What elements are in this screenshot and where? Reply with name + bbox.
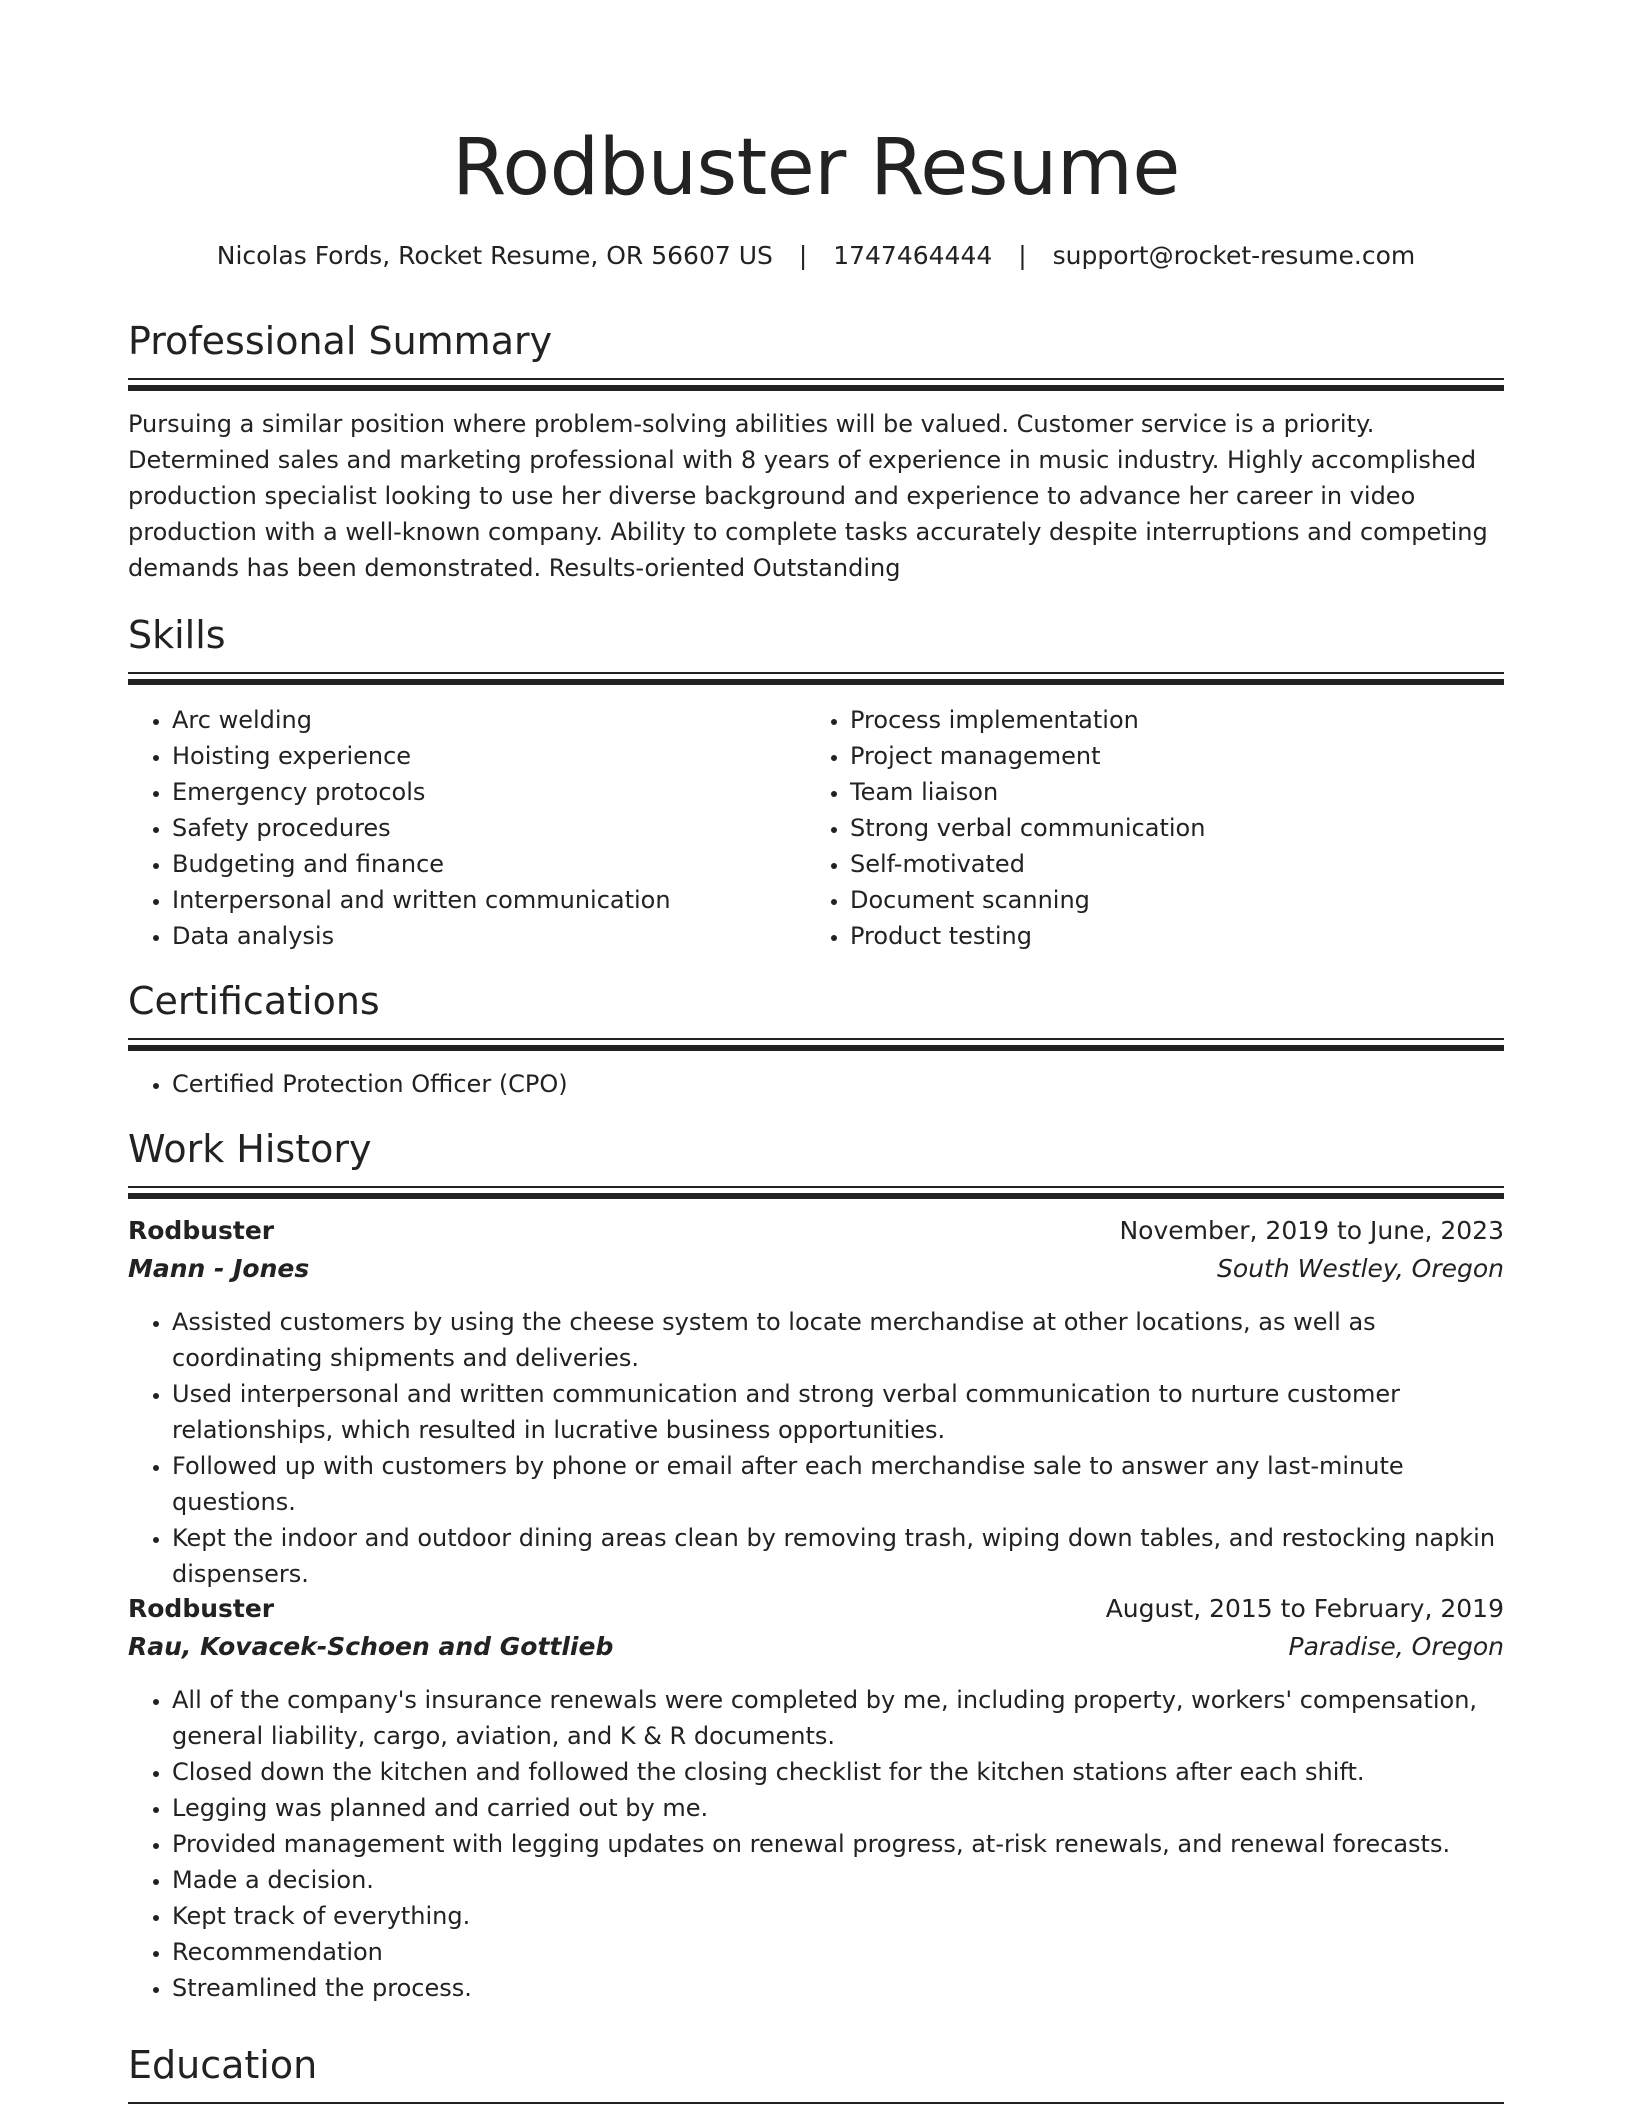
job-duty-item: • Streamlined the process. [172, 1970, 1504, 2006]
education-heading: Education [128, 2043, 318, 2087]
job-title: Rodbuster [128, 1216, 275, 1245]
skill-item: • Document scanning [850, 882, 1466, 918]
job-title: Rodbuster [128, 1594, 275, 1623]
job-location: Paradise, Oregon [1288, 1632, 1504, 1661]
skill-item: • Self-motivated [850, 846, 1466, 882]
skill-item: • Safety procedures [172, 810, 788, 846]
certifications-section-header [128, 976, 1504, 1051]
job-duty-item: • Provided management with legging updates on renewal progress, at-risk renewals, and renewal forecasts. [172, 1826, 1504, 1862]
job-header [128, 1212, 1504, 1250]
job-location: South Westley, Oregon [1217, 1254, 1504, 1283]
section-divider [128, 672, 1504, 674]
summary-text: Pursuing a similar position where problem-solving abilities will be valued. Customer service is a priority. Determined sales and marketing professional with 8 years of experience in music industry. Highly accomplished production specialist looking to use her diverse background and experience to advance her career in video production with a well-known company. Ability to complete tasks accurately despite interruptions and competing demands has been demonstrated. Results-oriented Outstanding [128, 410, 1488, 582]
certification-item: • Certified Protection Officer (CPO) [172, 1066, 1504, 1102]
skill-item: • Hoisting experience [172, 738, 788, 774]
work-history-heading: Work History [128, 1127, 372, 1171]
skill-item: • Interpersonal and written communication [172, 882, 788, 918]
section-divider [128, 1045, 1504, 1051]
job-duties [128, 1304, 1504, 1592]
skill-item: • Project management [850, 738, 1466, 774]
contact-line [128, 238, 1504, 274]
job-company: Rau, Kovacek-Schoen and Gottlieb [128, 1632, 614, 1661]
skill-item: • Emergency protocols [172, 774, 788, 810]
section-divider [128, 2102, 1504, 2104]
contact-email: support@rocket-resume.com [1052, 241, 1416, 270]
job-subheader [128, 1628, 1504, 1666]
job-duty-item: • Legging was planned and carried out by me. [172, 1790, 1504, 1826]
skills-column-right [806, 702, 1466, 954]
contact-separator: | [798, 241, 808, 270]
job-duty-item: • Kept track of everything. [172, 1898, 1504, 1934]
certifications-list [128, 1066, 1504, 1102]
skill-item: • Product testing [850, 918, 1466, 954]
section-divider [128, 1193, 1504, 1199]
section-divider [128, 378, 1504, 380]
job-duty-item: • Assisted customers by using the cheese system to locate merchandise at other locations, as well as coordinating shipments and deliveries. [172, 1304, 1504, 1376]
contact-phone: 1747464444 [833, 241, 993, 270]
resume-title: Rodbuster Resume [452, 123, 1180, 213]
job-duty-item: • Kept the indoor and outdoor dining areas clean by removing trash, wiping down tables, and restocking napkin dispensers. [172, 1520, 1504, 1592]
section-divider [128, 679, 1504, 685]
skill-item: • Process implementation [850, 702, 1466, 738]
summary-section-header [128, 316, 1504, 391]
section-divider [128, 385, 1504, 391]
job-header [128, 1590, 1504, 1628]
skills-section-header [128, 610, 1504, 685]
section-divider [128, 1186, 1504, 1188]
skill-item: • Arc welding [172, 702, 788, 738]
job-company: Mann - Jones [128, 1254, 310, 1283]
summary-heading: Professional Summary [128, 319, 553, 363]
education-section-header [128, 2040, 1504, 2104]
certifications-heading: Certifications [128, 979, 380, 1023]
skill-item: • Budgeting and finance [172, 846, 788, 882]
job-dates: November, 2019 to June, 2023 [1119, 1216, 1504, 1245]
contact-separator: | [1018, 241, 1027, 270]
job-duty-item: • Closed down the kitchen and followed the closing checklist for the kitchen stations after each shift. [172, 1754, 1504, 1790]
section-divider [128, 1038, 1504, 1040]
skills-heading: Skills [128, 613, 226, 657]
job-subheader [128, 1250, 1504, 1288]
job-duty-item: • Recommendation [172, 1934, 1504, 1970]
job-duty-item: • Followed up with customers by phone or email after each merchandise sale to answer any last-minute questions. [172, 1448, 1504, 1520]
job-duty-item: • All of the company's insurance renewals were completed by me, including property, workers' compensation, general liability, cargo, aviation, and K & R documents. [172, 1682, 1504, 1754]
job-duties [128, 1682, 1504, 2006]
contact-address: Nicolas Fords, Rocket Resume, OR 56607 US [216, 241, 773, 270]
skill-item: • Team liaison [850, 774, 1466, 810]
skill-item: • Strong verbal communication [850, 810, 1466, 846]
skill-item: • Data analysis [172, 918, 788, 954]
work-history-section-header [128, 1124, 1504, 1199]
job-duty-item: • Used interpersonal and written communication and strong verbal communication to nurture customer relationships, which resulted in lucrative business opportunities. [172, 1376, 1504, 1448]
skills-column-left [128, 702, 788, 954]
job-dates: August, 2015 to February, 2019 [1105, 1594, 1504, 1623]
job-duty-item: • Made a decision. [172, 1862, 1504, 1898]
